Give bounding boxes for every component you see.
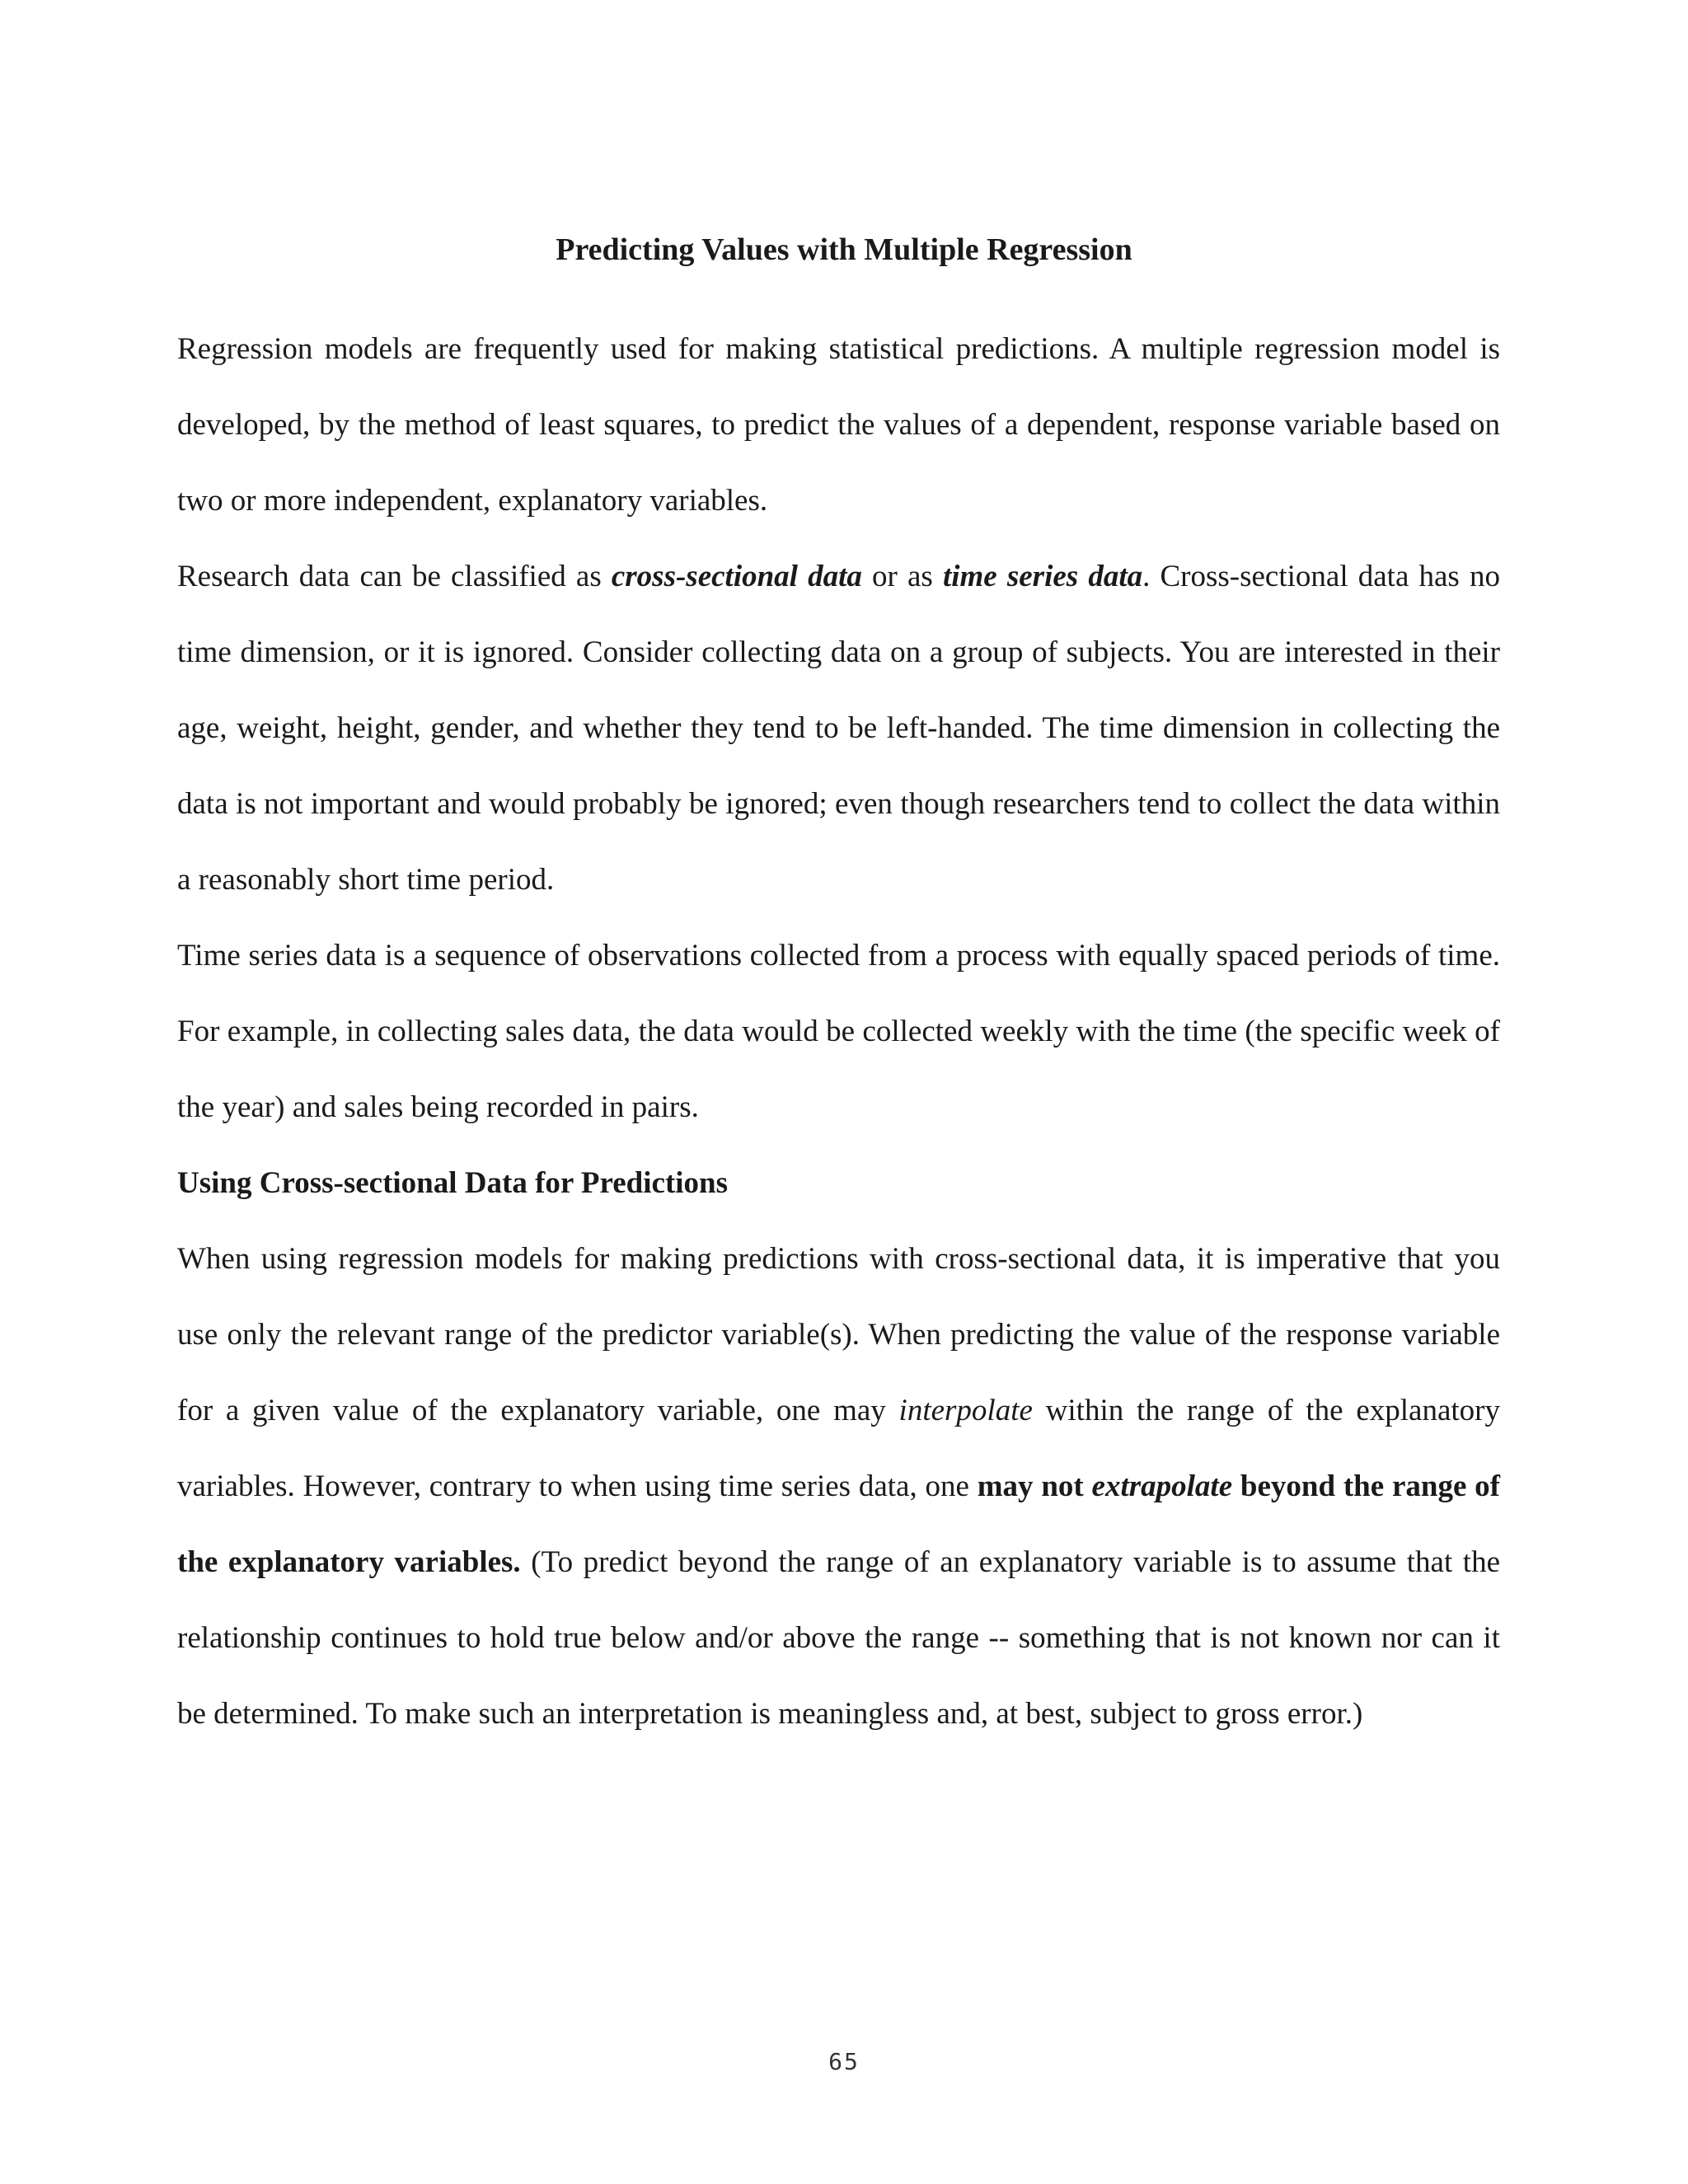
paragraph-intro: [177, 312, 1500, 539]
paragraph-predictions: [177, 1221, 1500, 1752]
term-time-series-data: time series data: [942, 560, 1143, 593]
paragraph-time-series: [177, 918, 1500, 1146]
body-text: [177, 312, 1500, 1752]
emphasis-beyond-range: beyond the range of the explanatory variables.: [177, 1469, 1500, 1579]
emphasis-may-not: may not: [977, 1469, 1084, 1503]
paragraph-data-types: [177, 539, 1500, 918]
paragraph-intro-text: Regression models are frequently used for making statistical predictions. A multiple regression model is developed, by the method of least squares, to predict the values of a dependent, response variable based on two or more independent, explanatory variables.: [177, 332, 1500, 518]
paragraph-data-types-text-3: . Cross-sectional data has no time dimension, or it is ignored. Consider collecting data on a group of subjects. You are interested in their age, weight, height, gender, and whether they tend to be left-handed. The time dimension in collecting the data is not important and would probably be ignored; even though researchers tend to collect the data within a reasonably short time period.: [177, 560, 1500, 897]
paragraph-predictions-text-3: (To predict beyond the range of an explanatory variable is to assume that the relationship continues to hold true below and/or above the range -- something that is not known nor can it be determined. To make such an interpretation is meaningless and, at best, subject to gross error.): [177, 1545, 1500, 1731]
page-number: 65: [828, 2048, 860, 2075]
page-title: Predicting Values with Multiple Regression: [556, 232, 1132, 267]
paragraph-data-types-text-2: or as: [861, 560, 943, 593]
paragraph-data-types-text-1: Research data can be classified as: [177, 560, 612, 593]
term-extrapolate: extrapolate: [1091, 1469, 1233, 1503]
section-heading: Using Cross-sectional Data for Predictions: [177, 1166, 729, 1200]
term-interpolate: interpolate: [898, 1394, 1033, 1427]
paragraph-predictions-text-2: within the range of the explanatory variables. However, contrary to when using time series data, one: [177, 1394, 1500, 1503]
paragraph-predictions-text-1: When using regression models for making predictions with cross-sectional data, it is imperative that you use only the relevant range of the predictor variable(s). When predicting the value of the response variable for a given value of the explanatory variable, one may: [177, 1242, 1500, 1427]
term-cross-sectional-data: cross-sectional data: [611, 560, 862, 593]
paragraph-time-series-text: Time series data is a sequence of observations collected from a process with equally spaced periods of time. For example, in collecting sales data, the data would be collected weekly with the time (the specific week of the year) and sales being recorded in pairs.: [177, 939, 1500, 1124]
